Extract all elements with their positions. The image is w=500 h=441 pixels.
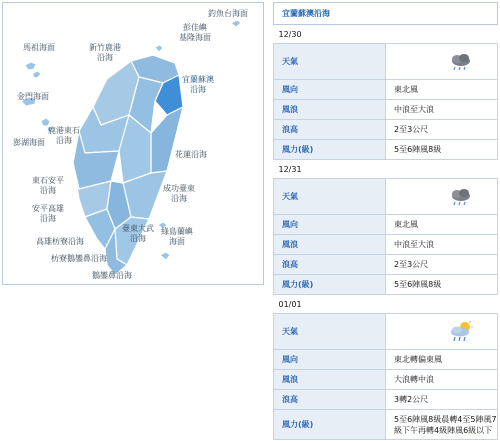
wind-direction-label: 風向 <box>274 80 386 100</box>
wind-direction-value: 東北風 <box>386 80 498 100</box>
wind-force-value: 5至6陣風8級 <box>386 140 498 160</box>
wave-value: 大浪轉中浪 <box>386 370 498 390</box>
wind-force-label: 風力(級) <box>274 275 386 295</box>
wave-value: 中浪至大浪 <box>386 100 498 120</box>
map-label-anping-kaohsiung[interactable]: 安平高雄 沿海 <box>32 204 64 223</box>
wind-direction-value: 東北轉偏東風 <box>386 350 498 370</box>
map-label-hsinchu-lukang[interactable]: 新竹鹿港 沿海 <box>89 43 121 62</box>
map-label-dongshi-anping[interactable]: 東石安平 沿海 <box>32 176 64 195</box>
wave-label: 風浪 <box>274 370 386 390</box>
forecast-table <box>273 2 498 440</box>
pengjia-islet[interactable] <box>155 45 163 52</box>
forecast-zone-title: 宜蘭蘇澳沿海 <box>274 3 498 25</box>
wind-force-value: 5至6陣風8級 <box>386 275 498 295</box>
forecast-date: 12/30 <box>274 25 498 44</box>
weather-cell <box>386 314 498 350</box>
cloud-rain-icon <box>448 52 474 72</box>
wave-height-label: 浪高 <box>274 255 386 275</box>
map-label-eluanbi[interactable]: 鵝鑾鼻沿海 <box>92 271 132 280</box>
wind-direction-label: 風向 <box>274 215 386 235</box>
lanyu-islet[interactable] <box>160 252 170 260</box>
map-label-taitung-dawu[interactable]: 臺東大武 沿海 <box>122 224 154 243</box>
map-label-lukang-dongshi[interactable]: 鹿港東石 沿海 <box>48 126 80 145</box>
wind-direction-value: 東北風 <box>386 215 498 235</box>
wave-label: 風浪 <box>274 100 386 120</box>
map-label-chenggong-taitung[interactable]: 成功臺東 沿海 <box>163 184 195 203</box>
weather-cell <box>386 44 498 80</box>
zone-hualien[interactable] <box>151 107 183 173</box>
wind-force-label: 風力(級) <box>274 140 386 160</box>
map-label-yilan-suao[interactable]: 宜蘭蘇澳 沿海 <box>182 75 214 94</box>
map-label-hualien[interactable]: 花蓮沿海 <box>175 150 207 159</box>
wave-height-label: 浪高 <box>274 120 386 140</box>
forecast-date: 01/01 <box>274 295 498 314</box>
cloud-rain-icon <box>448 187 474 207</box>
wave-height-value: 3轉2公尺 <box>386 390 498 410</box>
map-label-diaoyutai[interactable]: 釣魚台海面 <box>208 9 248 18</box>
wave-height-value: 2至3公尺 <box>386 255 498 275</box>
wind-direction-label: 風向 <box>274 350 386 370</box>
weather-label: 天氣 <box>274 44 386 80</box>
wave-label: 風浪 <box>274 235 386 255</box>
sun-cloud-rain-icon <box>448 321 474 343</box>
map-label-penghu[interactable]: 澎湖海面 <box>13 138 45 147</box>
weather-cell <box>386 179 498 215</box>
map-label-fangliao-eluanbi[interactable]: 枋寮鵝鑾鼻沿海 <box>51 254 107 263</box>
map-label-ludao-lanyu[interactable]: 綠島蘭嶼 海面 <box>161 227 193 246</box>
matsu-islands[interactable] <box>25 62 41 78</box>
wave-height-value: 2至3公尺 <box>386 120 498 140</box>
map-label-kaohsiung-fangliao[interactable]: 高雄枋寮沿海 <box>36 237 84 246</box>
map-label-pengjia-keelung[interactable]: 彭佳嶼 基隆海面 <box>179 23 211 42</box>
marine-zone-map <box>2 2 264 285</box>
wave-height-label: 浪高 <box>274 390 386 410</box>
map-label-matsu[interactable]: 馬祖海面 <box>23 43 55 52</box>
forecast-date: 12/31 <box>274 160 498 179</box>
wave-value: 中浪至大浪 <box>386 235 498 255</box>
weather-label: 天氣 <box>274 314 386 350</box>
wind-force-value: 5至6陣風8級晨轉4至5陣風7級下午再轉4級陣風6級以下 <box>386 410 498 440</box>
weather-label: 天氣 <box>274 179 386 215</box>
map-label-kinmen[interactable]: 金門海面 <box>17 92 49 101</box>
diaoyutai-islet[interactable] <box>231 20 241 27</box>
wind-force-label: 風力(級) <box>274 410 386 440</box>
